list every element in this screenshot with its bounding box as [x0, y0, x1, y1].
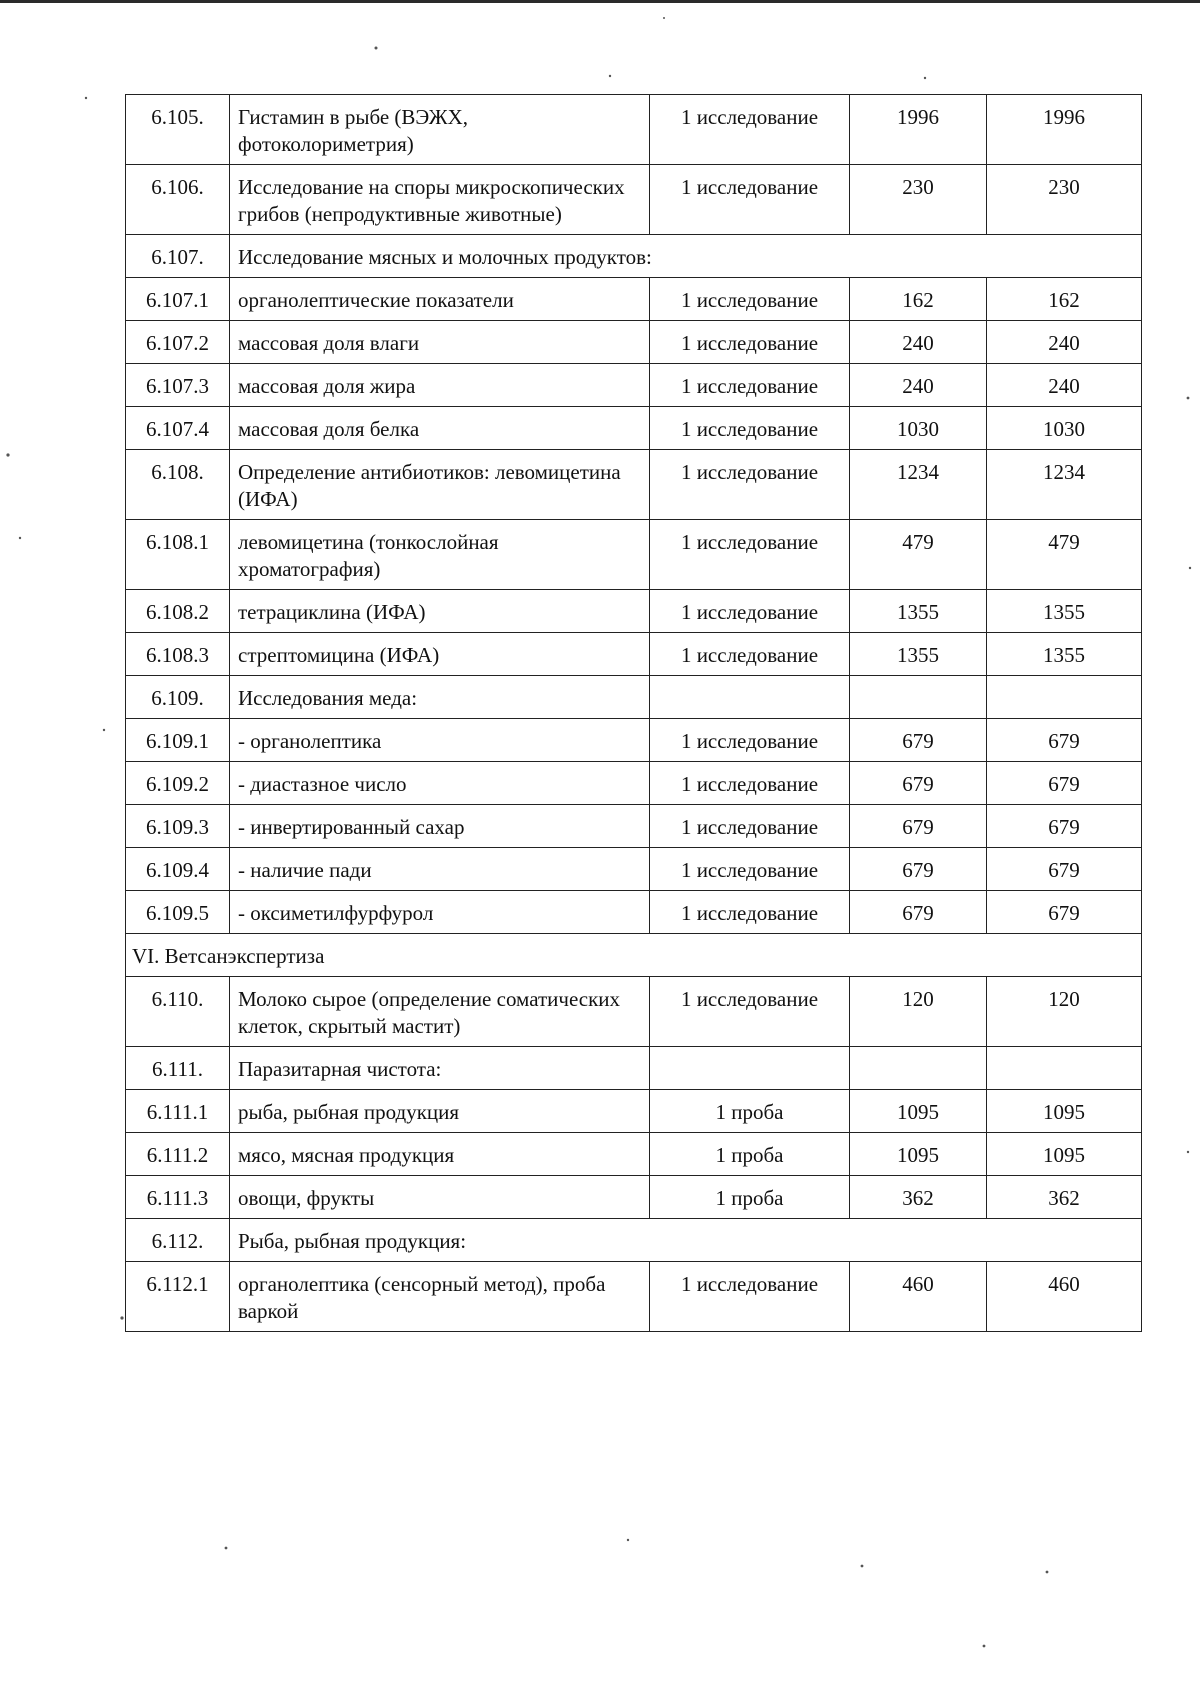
- row-unit: 1 исследование: [650, 321, 850, 364]
- row-price-2: 240: [987, 364, 1142, 407]
- row-unit: 1 исследование: [650, 364, 850, 407]
- row-price-1: 1996: [850, 95, 987, 165]
- row-price-1: 1095: [850, 1090, 987, 1133]
- table-row: [126, 805, 1142, 848]
- row-number: 6.109.2: [126, 762, 230, 805]
- row-unit: 1 исследование: [650, 762, 850, 805]
- row-price-1: 1030: [850, 407, 987, 450]
- row-number: 6.109.1: [126, 719, 230, 762]
- table-row: [126, 719, 1142, 762]
- row-unit: 1 исследование: [650, 805, 850, 848]
- row-number: 6.106.: [126, 165, 230, 235]
- row-name: органолептика (сенсорный метод), проба варкой: [230, 1262, 650, 1332]
- row-price-1: 120: [850, 977, 987, 1047]
- row-unit: 1 исследование: [650, 520, 850, 590]
- row-number: 6.112.1: [126, 1262, 230, 1332]
- row-name: овощи, фрукты: [230, 1176, 650, 1219]
- table-row: [126, 407, 1142, 450]
- row-number: 6.107.1: [126, 278, 230, 321]
- row-price-1: 362: [850, 1176, 987, 1219]
- row-name: органолептические показатели: [230, 278, 650, 321]
- row-price-2: 1234: [987, 450, 1142, 520]
- row-number: 6.107.2: [126, 321, 230, 364]
- row-name: Рыба, рыбная продукция:: [230, 1219, 1142, 1262]
- row-price-1: [850, 676, 987, 719]
- table-row: [126, 977, 1142, 1047]
- row-unit: 1 проба: [650, 1133, 850, 1176]
- page-top-border: [0, 0, 1200, 3]
- table-row: [126, 633, 1142, 676]
- row-number: 6.111.1: [126, 1090, 230, 1133]
- row-price-2: 679: [987, 762, 1142, 805]
- table-row: [126, 891, 1142, 934]
- row-price-1: 240: [850, 321, 987, 364]
- row-price-2: 679: [987, 891, 1142, 934]
- table-row: [126, 278, 1142, 321]
- row-unit: [650, 676, 850, 719]
- row-price-2: 1355: [987, 633, 1142, 676]
- row-name: массовая доля белка: [230, 407, 650, 450]
- row-unit: 1 исследование: [650, 95, 850, 165]
- row-price-2: 162: [987, 278, 1142, 321]
- row-number: 6.111.3: [126, 1176, 230, 1219]
- row-price-2: 1095: [987, 1090, 1142, 1133]
- row-name: мясо, мясная продукция: [230, 1133, 650, 1176]
- row-price-1: 679: [850, 719, 987, 762]
- row-number: 6.109.4: [126, 848, 230, 891]
- row-unit: 1 проба: [650, 1090, 850, 1133]
- row-number: 6.109.3: [126, 805, 230, 848]
- table-row: [126, 321, 1142, 364]
- row-name: рыба, рыбная продукция: [230, 1090, 650, 1133]
- row-number: 6.108.3: [126, 633, 230, 676]
- row-unit: 1 исследование: [650, 278, 850, 321]
- row-name: стрептомицина (ИФА): [230, 633, 650, 676]
- row-price-2: 679: [987, 805, 1142, 848]
- row-number: 6.112.: [126, 1219, 230, 1262]
- table-row: [126, 165, 1142, 235]
- table-row: [126, 590, 1142, 633]
- row-number: 6.107.4: [126, 407, 230, 450]
- row-unit: 1 исследование: [650, 891, 850, 934]
- row-price-2: 1996: [987, 95, 1142, 165]
- price-table: [125, 94, 1142, 1332]
- row-unit: 1 исследование: [650, 407, 850, 450]
- table-row: [126, 1262, 1142, 1332]
- row-name: - органолептика: [230, 719, 650, 762]
- row-number: 6.108.2: [126, 590, 230, 633]
- row-name: тетрациклина (ИФА): [230, 590, 650, 633]
- row-name: Исследования меда:: [230, 676, 650, 719]
- row-number: 6.108.1: [126, 520, 230, 590]
- row-price-1: 479: [850, 520, 987, 590]
- row-price-1: 1355: [850, 590, 987, 633]
- row-number: 6.109.: [126, 676, 230, 719]
- row-name: - наличие пади: [230, 848, 650, 891]
- row-price-2: [987, 676, 1142, 719]
- row-price-1: 230: [850, 165, 987, 235]
- row-unit: 1 исследование: [650, 590, 850, 633]
- row-price-1: 679: [850, 891, 987, 934]
- table-row: [126, 95, 1142, 165]
- row-price-2: 1030: [987, 407, 1142, 450]
- table-row: [126, 450, 1142, 520]
- row-price-2: 479: [987, 520, 1142, 590]
- row-price-2: 120: [987, 977, 1142, 1047]
- row-name: левомицетина (тонкослойная хроматография): [230, 520, 650, 590]
- row-price-2: 679: [987, 848, 1142, 891]
- row-name: Молоко сырое (определение соматических клеток, скрытый мастит): [230, 977, 650, 1047]
- price-table-body: [126, 95, 1142, 1332]
- row-price-2: 1355: [987, 590, 1142, 633]
- row-price-2: 1095: [987, 1133, 1142, 1176]
- row-number: 6.109.5: [126, 891, 230, 934]
- row-unit: 1 исследование: [650, 1262, 850, 1332]
- row-name: массовая доля влаги: [230, 321, 650, 364]
- row-unit: 1 исследование: [650, 633, 850, 676]
- row-unit: 1 исследование: [650, 719, 850, 762]
- row-name: - диастазное число: [230, 762, 650, 805]
- row-name: Гистамин в рыбе (ВЭЖХ, фотоколориметрия): [230, 95, 650, 165]
- table-row: [126, 364, 1142, 407]
- row-unit: 1 проба: [650, 1176, 850, 1219]
- row-unit: 1 исследование: [650, 977, 850, 1047]
- row-name: - инвертированный сахар: [230, 805, 650, 848]
- row-price-2: [987, 1047, 1142, 1090]
- row-price-2: 362: [987, 1176, 1142, 1219]
- row-number: 6.110.: [126, 977, 230, 1047]
- table-row: [126, 676, 1142, 719]
- table-row: [126, 1090, 1142, 1133]
- row-price-1: 460: [850, 1262, 987, 1332]
- row-number: 6.107.3: [126, 364, 230, 407]
- row-price-1: 1234: [850, 450, 987, 520]
- row-name: Исследование мясных и молочных продуктов:: [230, 235, 1142, 278]
- table-row: [126, 1047, 1142, 1090]
- row-price-2: 679: [987, 719, 1142, 762]
- row-price-1: 679: [850, 848, 987, 891]
- row-number: 6.111.2: [126, 1133, 230, 1176]
- section-title: VI. Ветсанэкспертиза: [126, 934, 1142, 977]
- row-unit: 1 исследование: [650, 450, 850, 520]
- row-unit: 1 исследование: [650, 165, 850, 235]
- row-name: - оксиметилфурфурол: [230, 891, 650, 934]
- row-unit: 1 исследование: [650, 848, 850, 891]
- row-price-1: 679: [850, 762, 987, 805]
- row-price-1: 679: [850, 805, 987, 848]
- row-price-1: 1095: [850, 1133, 987, 1176]
- row-price-1: 1355: [850, 633, 987, 676]
- row-price-2: 230: [987, 165, 1142, 235]
- row-name: Исследование на споры микроскопических грибов (непродуктивные животные): [230, 165, 650, 235]
- row-price-1: [850, 1047, 987, 1090]
- row-unit: [650, 1047, 850, 1090]
- row-number: 6.108.: [126, 450, 230, 520]
- row-price-2: 240: [987, 321, 1142, 364]
- table-row: [126, 1133, 1142, 1176]
- table-row: [126, 762, 1142, 805]
- table-row: [126, 1176, 1142, 1219]
- row-name: Паразитарная чистота:: [230, 1047, 650, 1090]
- row-number: 6.107.: [126, 235, 230, 278]
- row-price-2: 460: [987, 1262, 1142, 1332]
- section-row: [126, 934, 1142, 977]
- row-price-1: 240: [850, 364, 987, 407]
- group-row: [126, 235, 1142, 278]
- row-price-1: 162: [850, 278, 987, 321]
- row-number: 6.111.: [126, 1047, 230, 1090]
- row-number: 6.105.: [126, 95, 230, 165]
- row-name: массовая доля жира: [230, 364, 650, 407]
- table-row: [126, 520, 1142, 590]
- row-name: Определение антибиотиков: левомицетина (ИФА): [230, 450, 650, 520]
- group-row: [126, 1219, 1142, 1262]
- table-row: [126, 848, 1142, 891]
